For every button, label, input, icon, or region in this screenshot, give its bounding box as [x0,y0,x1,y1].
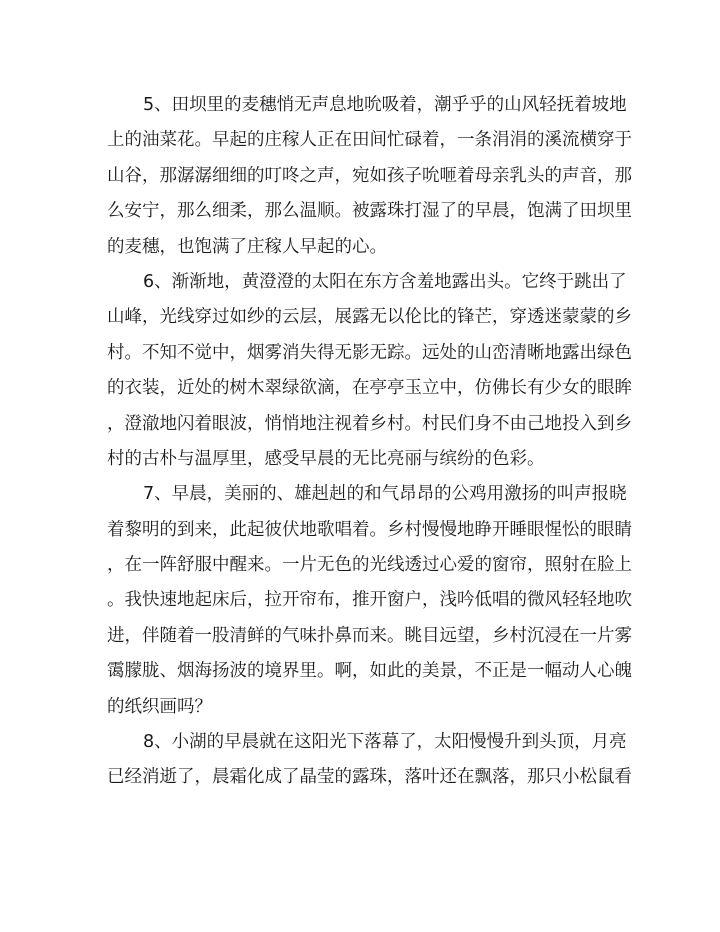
text-line: 的纸织画吗？ [107,696,212,717]
text-line: 霭朦胧、烟海扬波的境界里。啊，如此的美景，不正是一幅动人心魄 [107,661,632,682]
text-line: 进，伴随着一股清鲜的气味扑鼻而来。眺目远望，乡村沉浸在一片雾 [107,625,632,646]
text-line: 村。不知不觉中，烟雾消失得无影无踪。远处的山峦清晰地露出绿色 [107,342,632,363]
text-line: ，在一阵舒服中醒来。一片无色的光线透过心爱的窗帘，照射在脸上 [107,555,632,576]
text-line: 的衣装，近处的树木翠绿欲滴，在亭亭玉立中，仿佛长有少女的眼眸 [107,378,632,399]
paragraph-5 [107,88,632,265]
text-line: 7、早晨，美丽的、雄赳赳的和气昂昂的公鸡用激扬的叫声报晓 [143,484,627,505]
paragraph-6 [107,265,632,477]
text-line: 着黎明的到来，此起彼伏地歌唱着。乡村慢慢地睁开睡眼惺忪的眼睛 [107,519,632,540]
text-line: 已经消逝了，晨霜化成了晶莹的露珠，落叶还在飘落，那只小松鼠看 [107,767,632,788]
text-line: 6、渐渐地，黄澄澄的太阳在东方含羞地露出头。它终于跳出了 [143,271,627,292]
text-line: 的麦穗，也饱满了庄稼人早起的心。 [107,236,387,257]
text-line: ，澄澈地闪着眼波，悄悄地注视着乡村。村民们身不由己地投入到乡 [107,413,632,434]
paragraph-8 [107,725,632,796]
text-line: 上的油菜花。早起的庄稼人正在田间忙碌着，一条涓涓的溪流横穿于 [107,130,632,151]
text-line: 。我快速地起床后，拉开帘布，推开窗户，浅吟低唱的微风轻轻地吹 [107,590,632,611]
document-body [107,88,632,796]
text-line: 8、小湖的早晨就在这阳光下落幕了，太阳慢慢升到头顶，月亮 [143,732,627,753]
paragraph-7 [107,477,632,725]
text-line: 村的古朴与温厚里，感受早晨的无比亮丽与缤纷的色彩。 [107,448,545,469]
text-line: 山谷，那潺潺细细的叮咚之声，宛如孩子吮咂着母亲乳头的声音，那 [107,165,632,186]
text-line: 5、田坝里的麦穗悄无声息地吮吸着，潮乎乎的山风轻抚着坡地 [143,95,627,115]
text-line: 么安宁，那么细柔，那么温顺。被露珠打湿了的早晨，饱满了田坝里 [107,201,632,222]
text-line: 山峰，光线穿过如纱的云层，展露无以伦比的锋芒，穿透迷蒙蒙的乡 [107,307,632,328]
